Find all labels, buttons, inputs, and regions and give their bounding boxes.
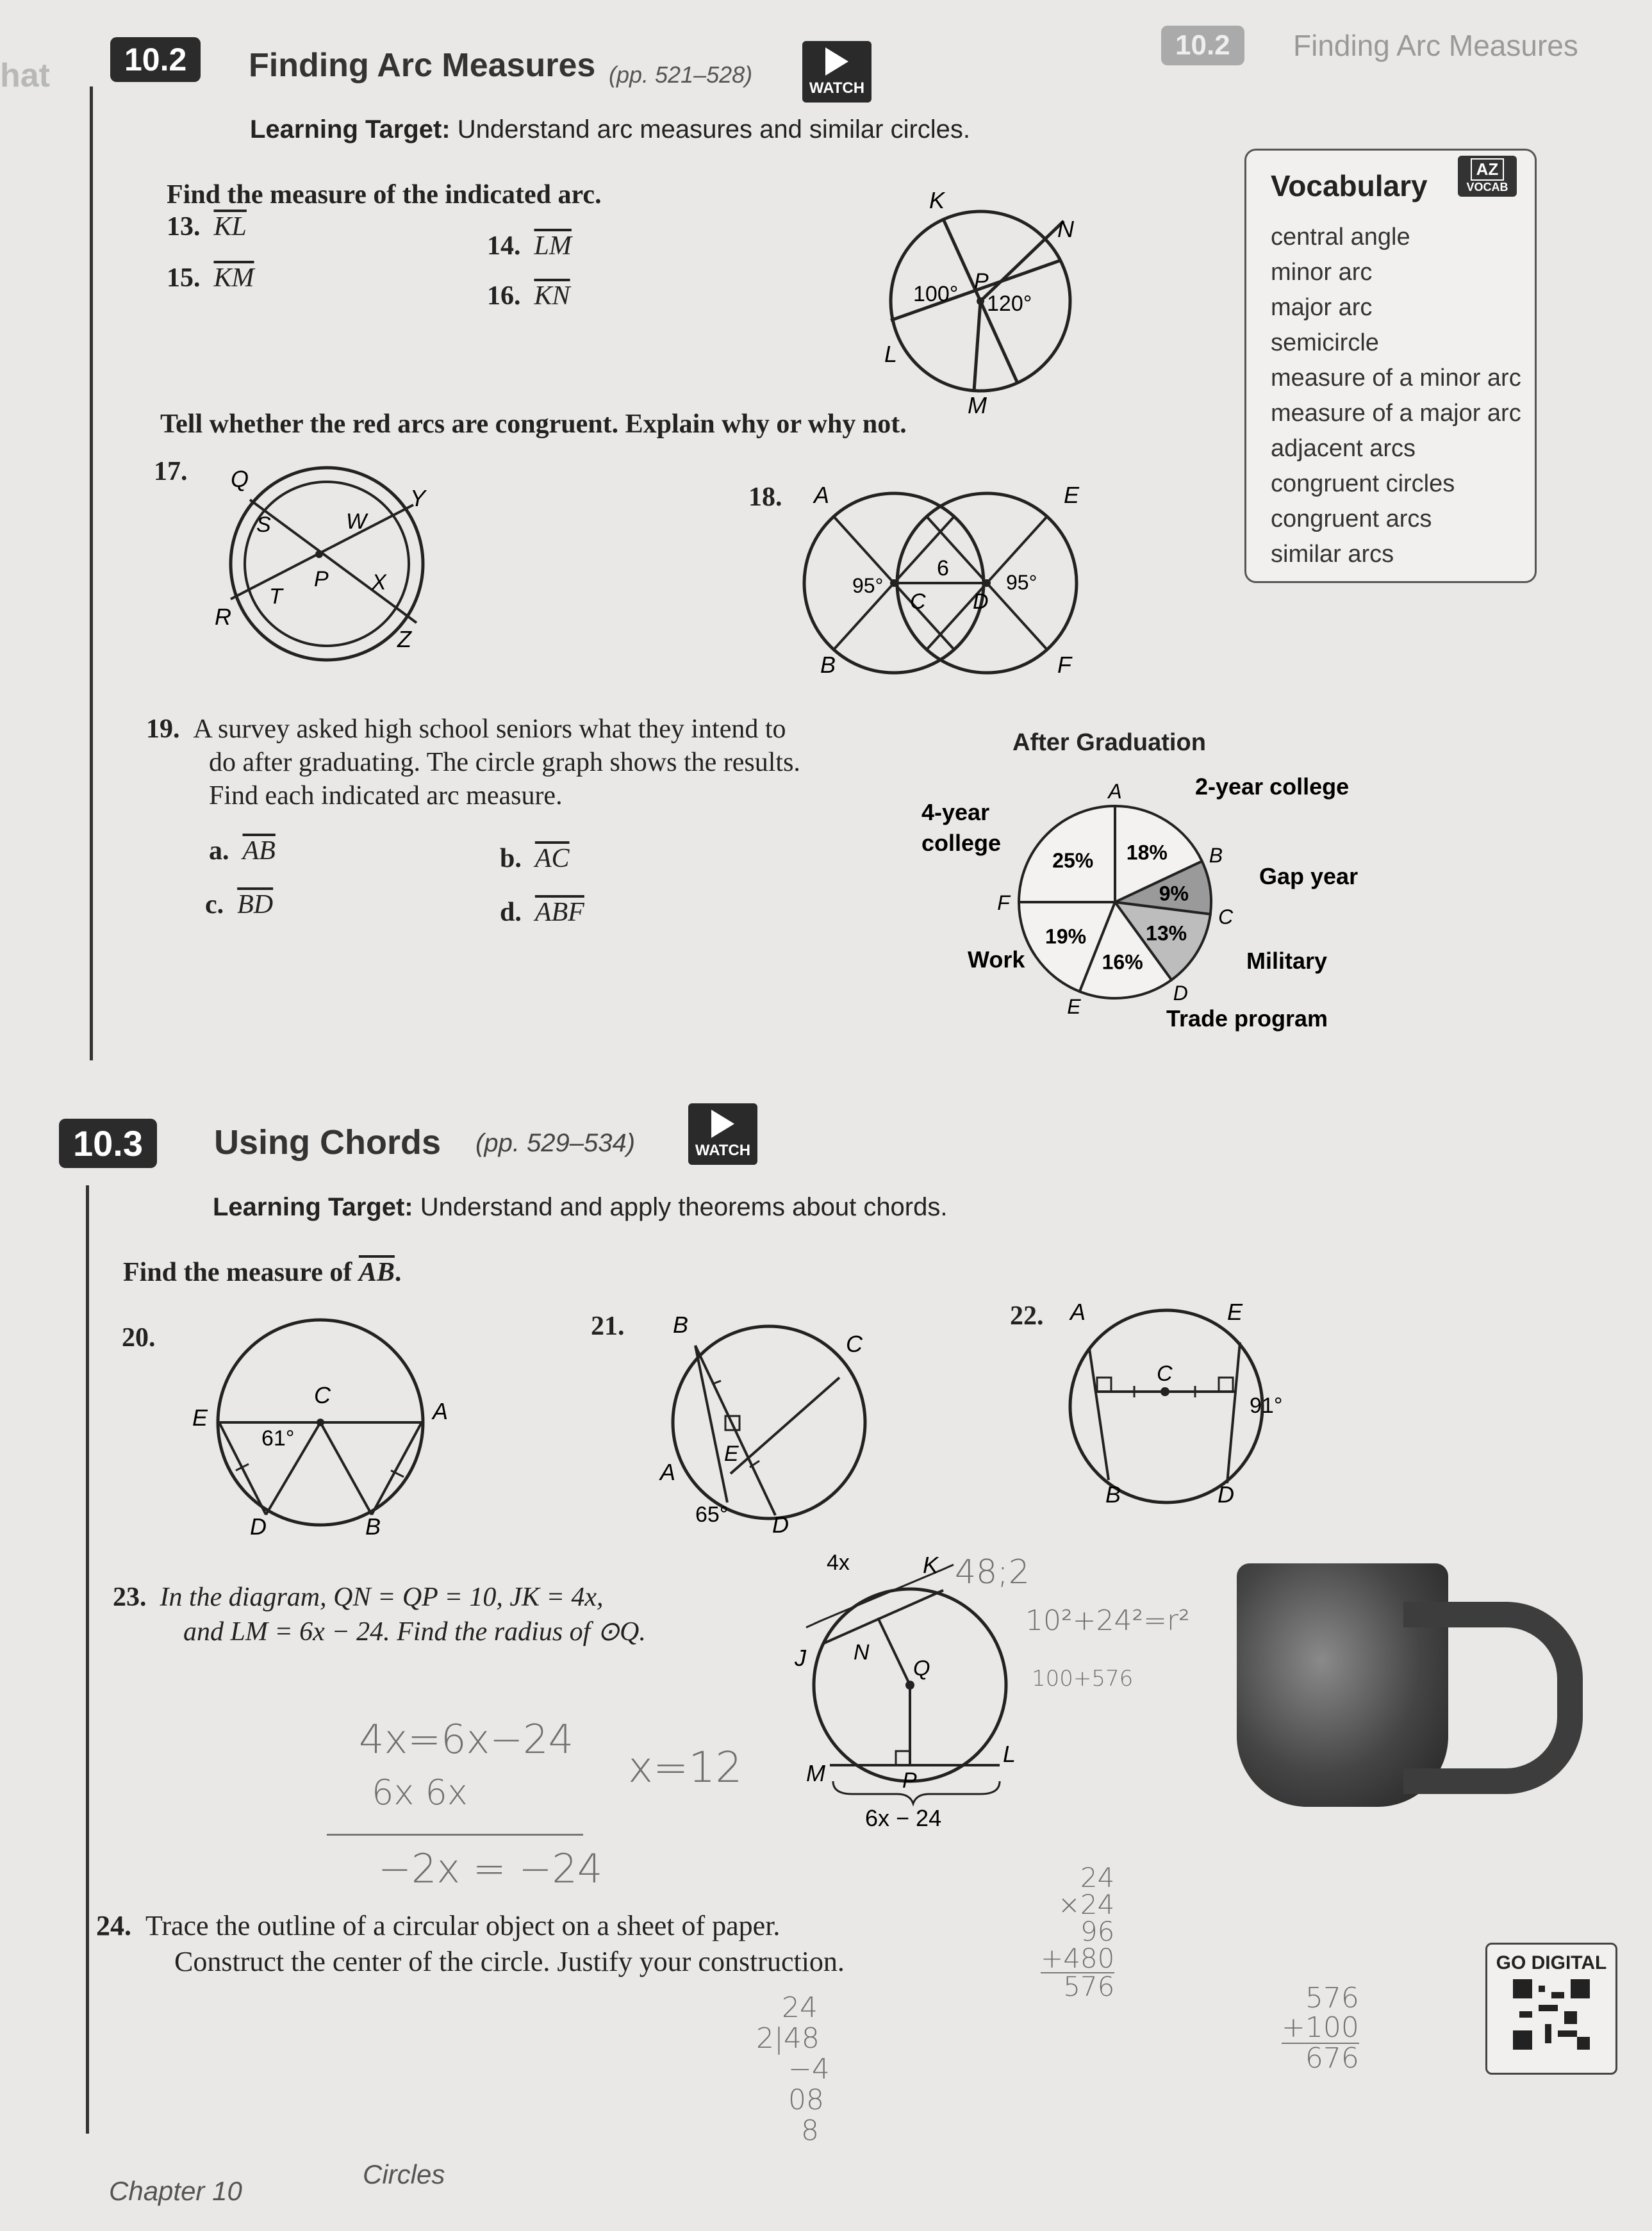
handwritten-rule	[327, 1834, 583, 1836]
problem-17-num: 17.	[154, 457, 188, 486]
pie-value-label: 9%	[1159, 882, 1189, 905]
chart-title: After Graduation	[1012, 729, 1206, 756]
pie-point-label: C	[1218, 905, 1234, 928]
label-D: D	[973, 589, 989, 614]
congruent-instruction: Tell whether the red arcs are congruent. Explain why or why not.	[160, 409, 907, 439]
problem-24-text: 24. Trace the outline of a circular object on a sheet of paper. Construct the center of the circle. Justify your construction.	[96, 1910, 845, 1977]
vocab-item: major arc	[1271, 294, 1373, 321]
learning-target-10-3: Learning Target: Understand and apply theorems about chords.	[213, 1193, 948, 1221]
section-rule-10-2	[90, 86, 93, 1060]
handwritten-k-value: 48;2	[955, 1553, 1030, 1592]
section-pages-10-3: (pp. 529–534)	[475, 1129, 636, 1157]
ghost-text-left: hat	[0, 57, 50, 94]
label-E: E	[724, 1442, 739, 1466]
label-A: A	[814, 482, 830, 508]
pie-point-label: D	[1173, 981, 1188, 1005]
label-W: W	[346, 509, 367, 534]
circle-diagram-21	[654, 1307, 884, 1538]
handwritten-addition: 576 +100 676	[1282, 1982, 1359, 2075]
label-P: P	[902, 1768, 917, 1793]
label-M: M	[806, 1760, 825, 1786]
label-Q: Q	[913, 1656, 930, 1681]
vocabulary-box	[1244, 149, 1537, 583]
label-N: N	[854, 1640, 870, 1665]
handwritten-pythagorean: 10²+24²=r²	[1025, 1604, 1190, 1637]
pie-value-label: 13%	[1146, 921, 1187, 945]
pie-category-label: 4-year	[921, 799, 990, 825]
pie-point-label: B	[1209, 843, 1223, 867]
label-B: B	[1105, 1481, 1121, 1508]
pie-category-label: Trade program	[1166, 1005, 1328, 1032]
footer-topic: Circles	[363, 2159, 445, 2189]
label-4x: 4x	[827, 1551, 850, 1575]
handwritten-eq1: 4x=6x−24	[359, 1716, 574, 1763]
label-M: M	[968, 392, 987, 416]
play-icon	[825, 47, 848, 76]
problem-19-part-c: c. $\overline{BD}$	[205, 890, 274, 919]
watch-button-10-3[interactable]	[688, 1103, 757, 1165]
pie-category-label: Work	[968, 946, 1025, 973]
section-pages-10-2: (pp. 521–528)	[609, 62, 753, 88]
label-F: F	[1057, 652, 1071, 678]
label-E: E	[192, 1404, 208, 1431]
section-title-10-2: Finding Arc Measures	[249, 47, 596, 84]
problem-16: 16. $\overline{KN}$	[487, 281, 570, 311]
label-6x-24: 6x − 24	[865, 1805, 942, 1831]
handwritten-eq2: 6x 6x	[372, 1772, 468, 1813]
label-A: A	[660, 1459, 676, 1485]
angle-61: 61°	[261, 1426, 295, 1451]
mug-handle	[1403, 1602, 1583, 1794]
go-digital-label: GO DIGITAL	[1496, 1952, 1607, 1973]
watch-label: WATCH	[695, 1142, 751, 1159]
label-Z: Z	[397, 626, 411, 652]
handwritten-eq3: −2x = −24	[378, 1845, 603, 1892]
problem-20-num: 20.	[122, 1323, 156, 1353]
watch-button-10-2[interactable]	[802, 41, 871, 103]
problem-22-num: 22.	[1010, 1301, 1044, 1331]
section-badge-10-2: 10.2	[110, 37, 201, 82]
problem-21-num: 21.	[591, 1312, 625, 1341]
angle-95-left: 95°	[852, 574, 884, 597]
problem-15: 15. $\overline{KM}$	[167, 263, 254, 293]
watch-label: WATCH	[809, 79, 865, 97]
find-arc-instruction: Find the measure of $\overline{AB}$.	[123, 1258, 402, 1287]
label-K: K	[923, 1552, 939, 1578]
label-A: A	[433, 1398, 449, 1424]
angle-95-right: 95°	[1006, 571, 1037, 594]
handwritten-sum: 100+576	[1032, 1666, 1134, 1692]
circle-diagram-22	[1057, 1294, 1288, 1512]
angle-120: 120°	[987, 292, 1032, 316]
vocab-item: measure of a major arc	[1271, 400, 1521, 427]
pie-category-label: Military	[1246, 948, 1328, 974]
label-C: C	[846, 1331, 863, 1357]
circle-diagram-13-16	[871, 186, 1089, 416]
label-T: T	[269, 584, 283, 609]
pie-category-label: college	[921, 830, 1002, 856]
pie-value-label: 16%	[1102, 950, 1143, 974]
mug-photo	[1237, 1563, 1596, 1832]
label-C: C	[910, 589, 926, 614]
pie-value-label: 25%	[1052, 849, 1094, 873]
label-S: S	[256, 513, 271, 537]
vocab-item: measure of a minor arc	[1271, 365, 1521, 391]
pie-point-label: E	[1067, 994, 1081, 1018]
label-Y: Y	[410, 485, 426, 511]
pie-category-label: Gap year	[1259, 863, 1359, 889]
vocab-badge-top: AZ	[1471, 158, 1504, 181]
vocabulary-list	[1271, 220, 1521, 572]
label-X: X	[372, 570, 386, 595]
vocab-item: similar arcs	[1271, 541, 1394, 568]
circle-diagram-20	[186, 1307, 455, 1538]
label-N: N	[1057, 216, 1074, 242]
go-digital-box[interactable]	[1485, 1943, 1617, 2075]
pie-point-label: F	[997, 891, 1010, 914]
pie-value-label: 19%	[1045, 925, 1087, 948]
pie-value-label: 18%	[1126, 841, 1168, 864]
distance-6: 6	[937, 556, 949, 580]
qr-code-icon	[1513, 1979, 1590, 2050]
ghost-section-title: Finding Arc Measures	[1293, 29, 1578, 62]
label-J: J	[795, 1645, 806, 1671]
problem-19-part-d: d. $\overline{ABF}$	[500, 898, 584, 927]
footer-chapter: Chapter 10	[109, 2176, 242, 2206]
label-D: D	[1218, 1481, 1234, 1508]
label-Q: Q	[231, 466, 249, 492]
handwritten-division: 24 2|48 −4 08 8	[756, 1991, 830, 2147]
learning-target-10-2: Learning Target: Understand arc measures and similar circles.	[250, 115, 971, 144]
section-rule-10-3	[86, 1185, 89, 2134]
section-title-10-3: Using Chords	[214, 1123, 442, 1162]
problem-19-part-b: b. $\overline{AC}$	[500, 844, 570, 873]
vocab-item: semicircle	[1271, 329, 1379, 356]
label-P: P	[974, 269, 989, 293]
label-K: K	[929, 187, 945, 213]
label-B: B	[365, 1513, 381, 1538]
label-L: L	[1003, 1741, 1016, 1767]
vocab-item: minor arc	[1271, 259, 1373, 286]
play-icon	[711, 1110, 734, 1138]
circle-diagram-17	[205, 461, 449, 666]
label-P: P	[314, 567, 329, 591]
vocab-item: adjacent arcs	[1271, 435, 1416, 462]
problem-13: 13. $\overline{KL}$	[167, 212, 247, 242]
label-B: B	[673, 1312, 689, 1338]
problem-23-text: 23. In the diagram, QN = QP = 10, JK = 4x, and LM = 6x − 24. Find the radius of ⊙Q.	[113, 1583, 646, 1647]
label-D: D	[250, 1513, 267, 1538]
label-R: R	[215, 604, 231, 630]
vocab-item: central angle	[1271, 224, 1410, 251]
vocab-badge[interactable]	[1458, 156, 1517, 197]
handwritten-multiplication: 24 ×24 96 +480 576	[1041, 1862, 1115, 2002]
vocab-badge-bottom: VOCAB	[1466, 181, 1508, 193]
label-D: D	[772, 1511, 789, 1538]
label-L: L	[884, 341, 898, 367]
label-E: E	[1064, 482, 1080, 508]
pie-category-label: 2-year college	[1195, 773, 1350, 800]
pie-point-label: A	[1108, 780, 1122, 803]
label-C: C	[314, 1382, 331, 1408]
problem-14: 14. $\overline{LM}$	[487, 231, 572, 261]
label-C: C	[1157, 1362, 1173, 1386]
handwritten-solution: x=12	[628, 1743, 743, 1792]
label-B: B	[820, 652, 836, 678]
angle-100: 100°	[913, 282, 959, 306]
pie-chart	[910, 724, 1423, 1057]
vocab-item: congruent circles	[1271, 470, 1455, 497]
problem-19-text: 19. A survey asked high school seniors what they intend to do after graduating. The circle graph shows the results. Find each indicated arc measure.	[146, 714, 800, 811]
label-E: E	[1227, 1299, 1243, 1325]
problem-19-part-a: a. $\overline{AB}$	[209, 836, 276, 866]
circle-diagram-23	[795, 1551, 1051, 1839]
circle-diagram-18	[795, 474, 1102, 686]
vocab-item: congruent arcs	[1271, 506, 1432, 532]
section-badge-10-3: 10.3	[59, 1119, 157, 1168]
ghost-section-badge: 10.2	[1161, 26, 1244, 65]
find-instruction: Find the measure of the indicated arc.	[167, 180, 602, 210]
problem-18-num: 18.	[748, 482, 782, 512]
angle-65: 65°	[695, 1502, 729, 1527]
vocabulary-title: Vocabulary	[1271, 169, 1428, 202]
angle-91: 91°	[1250, 1394, 1283, 1418]
label-A: A	[1070, 1299, 1086, 1325]
